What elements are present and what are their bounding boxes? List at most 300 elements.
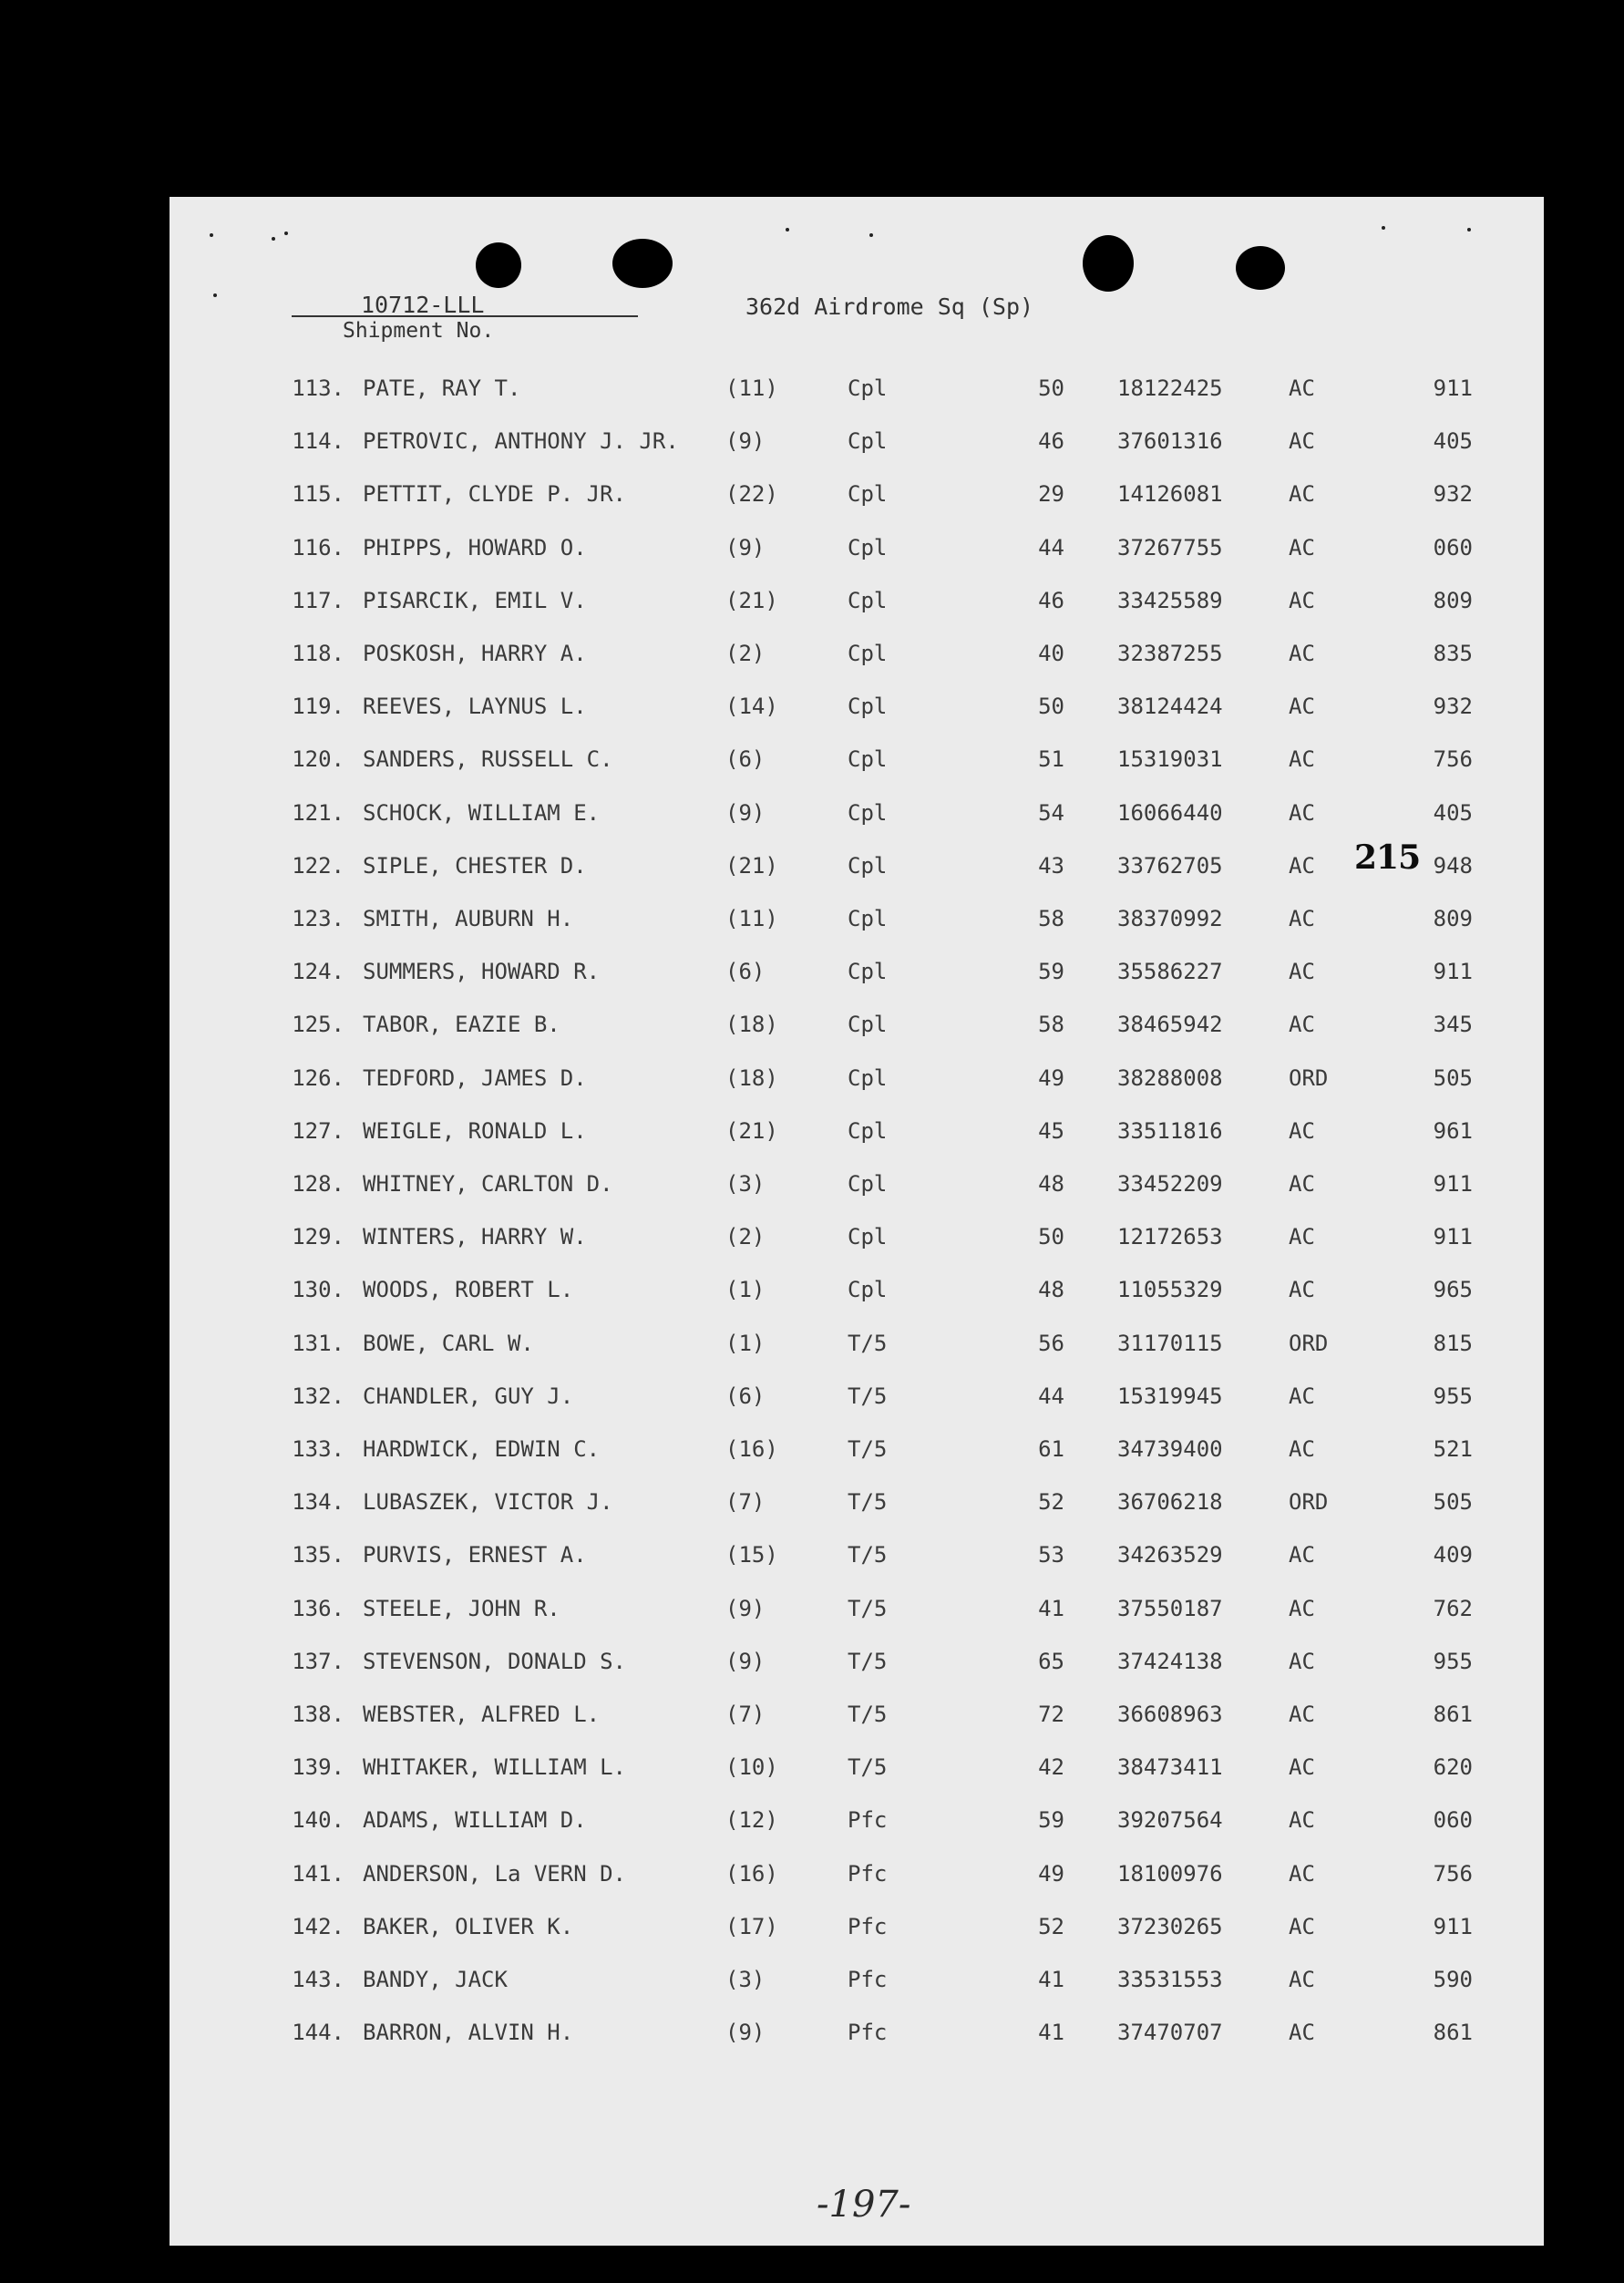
entry-group: (16) (725, 1436, 778, 1462)
entry-rank: Cpl (848, 641, 888, 666)
entry-number: 138. (292, 1702, 344, 1727)
entry-branch: ORD (1289, 1065, 1329, 1091)
entry-age: 61 (1038, 1436, 1064, 1462)
entry-number: 113. (292, 375, 344, 401)
entry-code: 809 (1433, 588, 1473, 613)
entry-branch: AC (1289, 1754, 1315, 1780)
entry-branch: AC (1289, 1277, 1315, 1302)
entry-age: 48 (1038, 1277, 1064, 1302)
entry-name: BOWE, CARL W. (363, 1331, 534, 1356)
entry-age: 45 (1038, 1118, 1064, 1144)
entry-name: WOODS, ROBERT L. (363, 1277, 574, 1302)
punch-hole (612, 239, 673, 288)
entry-code: 911 (1433, 1224, 1473, 1249)
entry-age: 41 (1038, 1967, 1064, 1992)
stamp-number: 215 (1354, 838, 1421, 877)
speck (284, 231, 288, 235)
entry-serial: 37230265 (1117, 1914, 1223, 1939)
shipment-underline (292, 315, 638, 317)
roster-row (170, 1006, 1544, 1043)
entry-branch: AC (1289, 1436, 1315, 1462)
entry-rank: Cpl (848, 959, 888, 984)
entry-rank: Cpl (848, 800, 888, 826)
entry-number: 140. (292, 1807, 344, 1833)
entry-branch: AC (1289, 2020, 1315, 2045)
entry-group: (1) (725, 1277, 766, 1302)
shipment-number: 10712-LLL (361, 292, 485, 318)
entry-rank: Cpl (848, 375, 888, 401)
entry-age: 41 (1038, 2020, 1064, 2045)
entry-group: (6) (725, 959, 766, 984)
entry-serial: 35586227 (1117, 959, 1223, 984)
entry-code: 961 (1433, 1118, 1473, 1144)
entry-group: (11) (725, 375, 778, 401)
entry-rank: T/5 (848, 1331, 888, 1356)
entry-age: 51 (1038, 746, 1064, 772)
entry-rank: T/5 (848, 1542, 888, 1568)
entry-branch: AC (1289, 1807, 1315, 1833)
entry-branch: AC (1289, 1542, 1315, 1568)
entry-name: STEELE, JOHN R. (363, 1596, 560, 1621)
entry-group: (3) (725, 1967, 766, 1992)
entry-group: (21) (725, 1118, 778, 1144)
entry-branch: AC (1289, 428, 1315, 454)
entry-number: 119. (292, 694, 344, 719)
roster-row (170, 1643, 1544, 1680)
entry-age: 50 (1038, 375, 1064, 401)
entry-code: 521 (1433, 1436, 1473, 1462)
roster-row (170, 476, 1544, 512)
entry-number: 126. (292, 1065, 344, 1091)
entry-group: (9) (725, 1596, 766, 1621)
entry-number: 118. (292, 641, 344, 666)
entry-serial: 36608963 (1117, 1702, 1223, 1727)
entry-number: 129. (292, 1224, 344, 1249)
entry-rank: T/5 (848, 1436, 888, 1462)
entry-age: 65 (1038, 1649, 1064, 1674)
entry-serial: 38465942 (1117, 1012, 1223, 1037)
roster-row (170, 1961, 1544, 1998)
entry-branch: AC (1289, 1861, 1315, 1887)
entry-code: 911 (1433, 1914, 1473, 1939)
roster-row (170, 423, 1544, 459)
entry-serial: 14126081 (1117, 481, 1223, 507)
entry-group: (1) (725, 1331, 766, 1356)
entry-code: 590 (1433, 1967, 1473, 1992)
entry-age: 52 (1038, 1489, 1064, 1515)
entry-code: 762 (1433, 1596, 1473, 1621)
punch-hole (476, 242, 521, 288)
entry-age: 50 (1038, 1224, 1064, 1249)
entry-age: 54 (1038, 800, 1064, 826)
speck (786, 228, 789, 231)
entry-rank: Cpl (848, 1224, 888, 1249)
entry-code: 911 (1433, 1171, 1473, 1197)
entry-rank: Cpl (848, 853, 888, 879)
entry-age: 29 (1038, 481, 1064, 507)
entry-branch: AC (1289, 588, 1315, 613)
entry-name: TABOR, EAZIE B. (363, 1012, 560, 1037)
roster-row (170, 1431, 1544, 1467)
entry-rank: T/5 (848, 1383, 888, 1409)
entry-name: TEDFORD, JAMES D. (363, 1065, 587, 1091)
entry-serial: 33531553 (1117, 1967, 1223, 1992)
roster-row (170, 1908, 1544, 1945)
entry-branch: AC (1289, 535, 1315, 560)
entry-serial: 33511816 (1117, 1118, 1223, 1144)
entry-code: 955 (1433, 1383, 1473, 1409)
entry-serial: 36706218 (1117, 1489, 1223, 1515)
entry-group: (3) (725, 1171, 766, 1197)
entry-name: HARDWICK, EDWIN C. (363, 1436, 601, 1462)
entry-code: 405 (1433, 428, 1473, 454)
entry-serial: 11055329 (1117, 1277, 1223, 1302)
entry-code: 911 (1433, 375, 1473, 401)
roster-row (170, 1271, 1544, 1308)
entry-group: (2) (725, 641, 766, 666)
entry-age: 46 (1038, 588, 1064, 613)
entry-rank: Pfc (848, 2020, 888, 2045)
entry-name: REEVES, LAYNUS L. (363, 694, 587, 719)
entry-branch: AC (1289, 800, 1315, 826)
entry-code: 835 (1433, 641, 1473, 666)
entry-rank: Cpl (848, 1277, 888, 1302)
entry-serial: 38370992 (1117, 906, 1223, 931)
entry-serial: 31170115 (1117, 1331, 1223, 1356)
entry-serial: 18122425 (1117, 375, 1223, 401)
entry-group: (9) (725, 1649, 766, 1674)
entry-number: 136. (292, 1596, 344, 1621)
entry-branch: AC (1289, 1118, 1315, 1144)
roster-row (170, 582, 1544, 619)
roster-row (170, 1219, 1544, 1255)
entry-branch: AC (1289, 853, 1315, 879)
entry-serial: 18100976 (1117, 1861, 1223, 1887)
entry-rank: Pfc (848, 1967, 888, 1992)
roster-row (170, 2014, 1544, 2051)
entry-branch: AC (1289, 1596, 1315, 1621)
entry-name: WEBSTER, ALFRED L. (363, 1702, 601, 1727)
entry-number: 125. (292, 1012, 344, 1037)
punch-hole (1083, 235, 1134, 292)
entry-age: 58 (1038, 1012, 1064, 1037)
roster-row (170, 1590, 1544, 1627)
speck (210, 233, 213, 237)
entry-number: 121. (292, 800, 344, 826)
entry-number: 141. (292, 1861, 344, 1887)
entry-rank: Cpl (848, 1012, 888, 1037)
entry-name: SCHOCK, WILLIAM E. (363, 800, 601, 826)
entry-branch: AC (1289, 746, 1315, 772)
entry-code: 060 (1433, 1807, 1473, 1833)
entry-serial: 34739400 (1117, 1436, 1223, 1462)
entry-age: 59 (1038, 1807, 1064, 1833)
entry-number: 124. (292, 959, 344, 984)
entry-code: 505 (1433, 1489, 1473, 1515)
entry-number: 127. (292, 1118, 344, 1144)
entry-number: 135. (292, 1542, 344, 1568)
entry-rank: T/5 (848, 1702, 888, 1727)
entry-number: 142. (292, 1914, 344, 1939)
entry-number: 120. (292, 746, 344, 772)
roster-row (170, 1696, 1544, 1733)
roster-row (170, 530, 1544, 566)
entry-rank: Cpl (848, 1065, 888, 1091)
entry-name: PETROVIC, ANTHONY J. JR. (363, 428, 679, 454)
entry-rank: T/5 (848, 1649, 888, 1674)
entry-number: 139. (292, 1754, 344, 1780)
page-number: -197- (817, 2184, 911, 2226)
entry-number: 133. (292, 1436, 344, 1462)
entry-name: CHANDLER, GUY J. (363, 1383, 574, 1409)
entry-branch: AC (1289, 1012, 1315, 1037)
entry-name: SMITH, AUBURN H. (363, 906, 574, 931)
speck (869, 233, 873, 237)
entry-age: 43 (1038, 853, 1064, 879)
entry-branch: AC (1289, 375, 1315, 401)
entry-code: 060 (1433, 535, 1473, 560)
entry-age: 41 (1038, 1596, 1064, 1621)
roster-row (170, 1856, 1544, 1892)
entry-age: 46 (1038, 428, 1064, 454)
entry-group: (2) (725, 1224, 766, 1249)
entry-serial: 37470707 (1117, 2020, 1223, 2045)
entry-group: (22) (725, 481, 778, 507)
entry-group: (18) (725, 1065, 778, 1091)
entry-name: BAKER, OLIVER K. (363, 1914, 574, 1939)
entry-name: POSKOSH, HARRY A. (363, 641, 587, 666)
entry-age: 42 (1038, 1754, 1064, 1780)
roster-row (170, 900, 1544, 937)
entry-serial: 39207564 (1117, 1807, 1223, 1833)
entry-age: 40 (1038, 641, 1064, 666)
shipment-label: Shipment No. (343, 319, 495, 343)
entry-rank: Cpl (848, 746, 888, 772)
entry-branch: AC (1289, 1649, 1315, 1674)
entry-group: (7) (725, 1489, 766, 1515)
roster-row (170, 370, 1544, 406)
entry-name: WHITNEY, CARLTON D. (363, 1171, 613, 1197)
entry-branch: AC (1289, 1967, 1315, 1992)
entry-age: 56 (1038, 1331, 1064, 1356)
entry-serial: 15319031 (1117, 746, 1223, 772)
entry-code: 955 (1433, 1649, 1473, 1674)
roster-row (170, 795, 1544, 831)
entry-code: 948 (1433, 853, 1473, 879)
entry-age: 49 (1038, 1861, 1064, 1887)
entry-branch: AC (1289, 694, 1315, 719)
unit-title: 362d Airdrome Sq (Sp) (745, 293, 1034, 320)
roster-row (170, 1802, 1544, 1838)
entry-group: (21) (725, 853, 778, 879)
entry-group: (6) (725, 1383, 766, 1409)
entry-rank: Cpl (848, 694, 888, 719)
entry-group: (11) (725, 906, 778, 931)
entry-serial: 16066440 (1117, 800, 1223, 826)
entry-name: SIPLE, CHESTER D. (363, 853, 587, 879)
entry-group: (6) (725, 746, 766, 772)
entry-serial: 34263529 (1117, 1542, 1223, 1568)
entry-name: PHIPPS, HOWARD O. (363, 535, 587, 560)
entry-rank: Cpl (848, 588, 888, 613)
entry-age: 44 (1038, 1383, 1064, 1409)
entry-group: (9) (725, 800, 766, 826)
entry-number: 114. (292, 428, 344, 454)
entry-number: 132. (292, 1383, 344, 1409)
entry-number: 137. (292, 1649, 344, 1674)
entry-branch: ORD (1289, 1489, 1329, 1515)
roster-row (170, 1378, 1544, 1414)
entry-group: (12) (725, 1807, 778, 1833)
entry-rank: Cpl (848, 428, 888, 454)
entry-group: (9) (725, 428, 766, 454)
entry-age: 72 (1038, 1702, 1064, 1727)
entry-name: WHITAKER, WILLIAM L. (363, 1754, 626, 1780)
speck (1382, 226, 1385, 230)
roster-row (170, 953, 1544, 990)
entry-number: 134. (292, 1489, 344, 1515)
roster-row (170, 1749, 1544, 1785)
entry-name: WINTERS, HARRY W. (363, 1224, 587, 1249)
entry-code: 861 (1433, 2020, 1473, 2045)
roster-row (170, 1060, 1544, 1096)
entry-rank: Cpl (848, 481, 888, 507)
entry-code: 409 (1433, 1542, 1473, 1568)
punch-hole (1236, 246, 1285, 290)
entry-number: 130. (292, 1277, 344, 1302)
entry-code: 505 (1433, 1065, 1473, 1091)
entry-serial: 38124424 (1117, 694, 1223, 719)
entry-group: (10) (725, 1754, 778, 1780)
entry-branch: AC (1289, 959, 1315, 984)
entry-branch: AC (1289, 481, 1315, 507)
entry-group: (21) (725, 588, 778, 613)
entry-age: 59 (1038, 959, 1064, 984)
entry-serial: 38288008 (1117, 1065, 1223, 1091)
roster-row (170, 635, 1544, 672)
entry-name: PURVIS, ERNEST A. (363, 1542, 587, 1568)
speck (213, 293, 217, 297)
speck (272, 237, 275, 241)
entry-group: (17) (725, 1914, 778, 1939)
entry-serial: 33762705 (1117, 853, 1223, 879)
entry-age: 50 (1038, 694, 1064, 719)
entry-branch: AC (1289, 906, 1315, 931)
entry-name: BARRON, ALVIN H. (363, 2020, 574, 2045)
entry-number: 143. (292, 1967, 344, 1992)
entry-serial: 37601316 (1117, 428, 1223, 454)
entry-age: 52 (1038, 1914, 1064, 1939)
entry-rank: Pfc (848, 1861, 888, 1887)
entry-code: 756 (1433, 746, 1473, 772)
entry-serial: 37550187 (1117, 1596, 1223, 1621)
entry-code: 756 (1433, 1861, 1473, 1887)
entry-number: 117. (292, 588, 344, 613)
entry-number: 144. (292, 2020, 344, 2045)
roster-row (170, 848, 1544, 884)
roster-row (170, 1113, 1544, 1149)
entry-name: SUMMERS, HOWARD R. (363, 959, 601, 984)
roster-row (170, 688, 1544, 725)
entry-serial: 33452209 (1117, 1171, 1223, 1197)
entry-rank: T/5 (848, 1489, 888, 1515)
roster-row (170, 1325, 1544, 1362)
entry-branch: AC (1289, 641, 1315, 666)
entry-group: (16) (725, 1861, 778, 1887)
entry-age: 48 (1038, 1171, 1064, 1197)
entry-name: SANDERS, RUSSELL C. (363, 746, 613, 772)
entry-serial: 37424138 (1117, 1649, 1223, 1674)
entry-branch: AC (1289, 1383, 1315, 1409)
entry-group: (9) (725, 535, 766, 560)
entry-code: 405 (1433, 800, 1473, 826)
roster-row (170, 1537, 1544, 1573)
entry-rank: Cpl (848, 1118, 888, 1144)
roster-row (170, 1484, 1544, 1520)
roster-page (170, 197, 1544, 2246)
entry-number: 128. (292, 1171, 344, 1197)
entry-code: 932 (1433, 694, 1473, 719)
entry-group: (18) (725, 1012, 778, 1037)
entry-name: LUBASZEK, VICTOR J. (363, 1489, 613, 1515)
entry-number: 116. (292, 535, 344, 560)
entry-age: 49 (1038, 1065, 1064, 1091)
entry-serial: 15319945 (1117, 1383, 1223, 1409)
entry-serial: 12172653 (1117, 1224, 1223, 1249)
entry-name: BANDY, JACK (363, 1967, 508, 1992)
entry-number: 115. (292, 481, 344, 507)
entry-name: STEVENSON, DONALD S. (363, 1649, 626, 1674)
roster-row (170, 1166, 1544, 1202)
entry-branch: ORD (1289, 1331, 1329, 1356)
entry-rank: Cpl (848, 535, 888, 560)
entry-serial: 37267755 (1117, 535, 1223, 560)
entry-age: 44 (1038, 535, 1064, 560)
entry-rank: Cpl (848, 1171, 888, 1197)
entry-number: 122. (292, 853, 344, 879)
entry-rank: Pfc (848, 1914, 888, 1939)
speck (1467, 228, 1471, 231)
entry-number: 123. (292, 906, 344, 931)
entry-code: 965 (1433, 1277, 1473, 1302)
entry-group: (9) (725, 2020, 766, 2045)
entry-age: 53 (1038, 1542, 1064, 1568)
entry-serial: 32387255 (1117, 641, 1223, 666)
entry-branch: AC (1289, 1171, 1315, 1197)
entry-name: PETTIT, CLYDE P. JR. (363, 481, 626, 507)
entry-rank: Pfc (848, 1807, 888, 1833)
entry-serial: 33425589 (1117, 588, 1223, 613)
entry-name: PISARCIK, EMIL V. (363, 588, 587, 613)
entry-branch: AC (1289, 1224, 1315, 1249)
entry-group: (15) (725, 1542, 778, 1568)
entry-code: 911 (1433, 959, 1473, 984)
entry-rank: Cpl (848, 906, 888, 931)
entry-rank: T/5 (848, 1596, 888, 1621)
entry-serial: 38473411 (1117, 1754, 1223, 1780)
entry-name: ADAMS, WILLIAM D. (363, 1807, 587, 1833)
entry-number: 131. (292, 1331, 344, 1356)
entry-code: 809 (1433, 906, 1473, 931)
entry-name: ANDERSON, La VERN D. (363, 1861, 626, 1887)
entry-group: (7) (725, 1702, 766, 1727)
entry-branch: AC (1289, 1914, 1315, 1939)
entry-code: 861 (1433, 1702, 1473, 1727)
entry-name: WEIGLE, RONALD L. (363, 1118, 587, 1144)
entry-branch: AC (1289, 1702, 1315, 1727)
entry-age: 58 (1038, 906, 1064, 931)
entry-code: 815 (1433, 1331, 1473, 1356)
